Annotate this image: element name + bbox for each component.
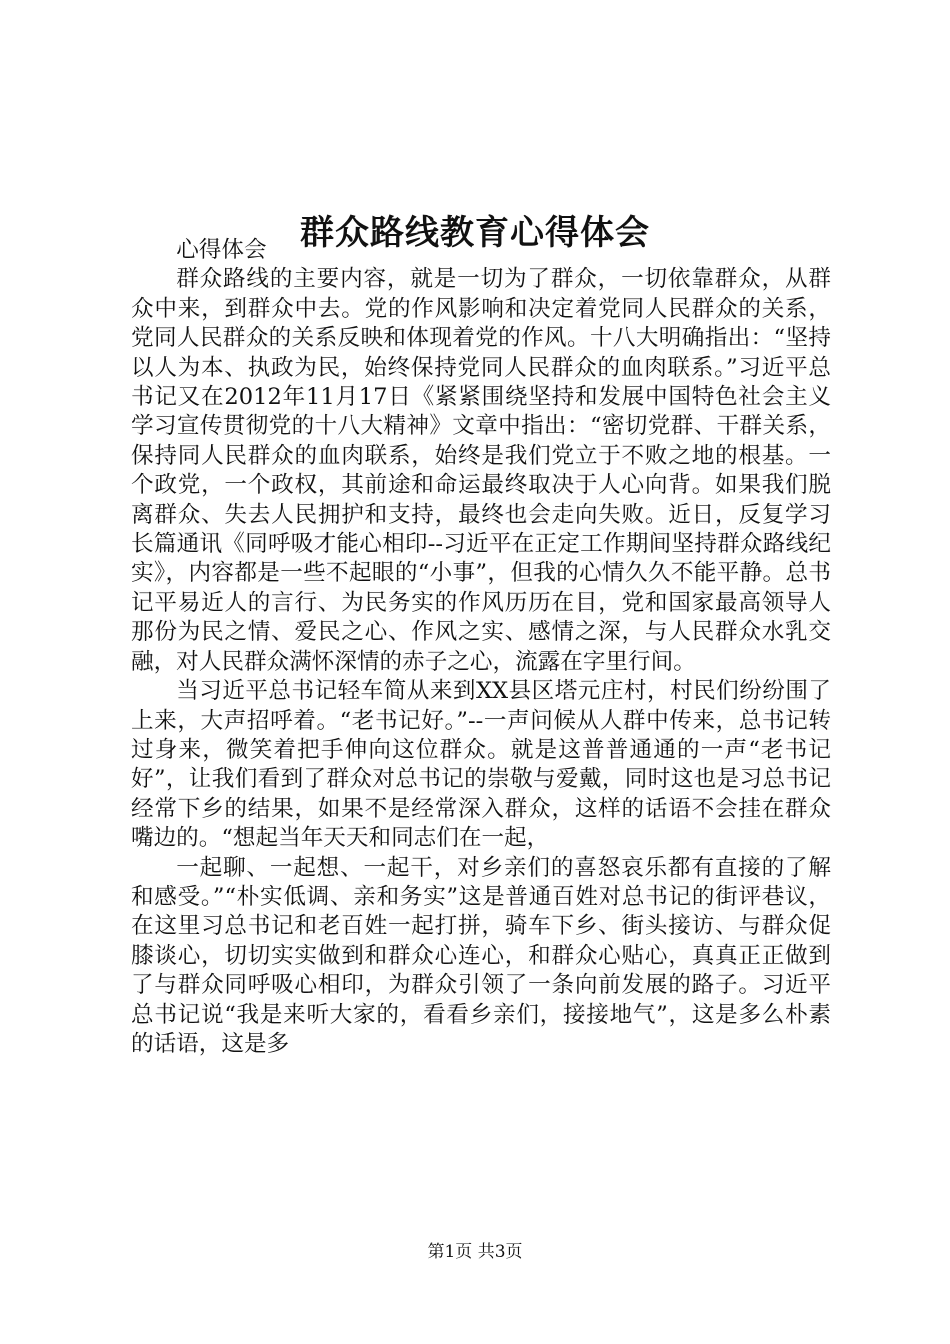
- page-footer: [0, 1240, 950, 1264]
- body-paragraph-3: 一起聊、一起想、一起干，对乡亲们的喜怒哀乐都有直接的了解和感受。”“朴实低调、亲和务实”这是普通百姓对总书记的街评巷议，在这里习总书记和老百姓一起打拼，骑车下乡、街头接访、与群众促膝谈心，切切实实做到和群众心连心，和群众心贴心，真真正正做到了与群众同呼吸心相印，为群众引领了一条向前发展的路子。习近平总书记说“我是来听大家的，看看乡亲们，接接地气”，这是多么朴素的话语，这是多: [131, 854, 831, 1057]
- page-number-indicator: 第1页 共3页: [427, 1242, 523, 1262]
- document-subheading: 心得体会: [176, 237, 267, 263]
- body-paragraph-2: 当习近平总书记轻车简从来到XX县区塔元庄村，村民们纷纷围了上来，大声招呼着。“老书记好。”--一声问候从人群中传来，总书记转过身来，微笑着把手伸向这位群众。就是这普普通通的一声“老书记好”，让我们看到了群众对总书记的崇敬与爱戴，同时这也是习总书记经常下乡的结果，如果不是经常深入群众，这样的话语不会挂在群众嘴边的。“想起当年天天和同志们在一起，: [131, 678, 831, 852]
- document-body: [131, 236, 831, 1059]
- body-paragraph-1: 群众路线的主要内容，就是一切为了群众，一切依靠群众，从群众中来，到群众中去。党的作风影响和决定着党同人民群众的关系，党同人民群众的关系反映和体现着党的作风。十八大明确指出：“坚持以人为本、执政为民，始终保持党同人民群众的血肉联系。”习近平总书记又在2012年11月17日《紧紧围绕坚持和发展中国特色社会主义学习宣传贯彻党的十八大精神》文章中指出：“密切党群、干群关系，保持同人民群众的血肉联系，始终是我们党立于不败之地的根基。一个政党，一个政权，其前途和命运最终取决于人心向背。如果我们脱离群众、失去人民拥护和支持，最终也会走向失败。近日，反复学习长篇通讯《同呼吸才能心相印--习近平在正定工作期间坚持群众路线纪实》，内容都是一些不起眼的“小事”，但我的心情久久不能平静。总书记平易近人的言行、为民务实的作风历历在目，党和国家最高领导人那份为民之情、爱民之心、作风之实、感情之深，与人民群众水乳交融，对人民群众满怀深情的赤子之心，流露在字里行间。: [131, 266, 831, 675]
- document-title: 群众路线教育心得体会: [300, 212, 650, 253]
